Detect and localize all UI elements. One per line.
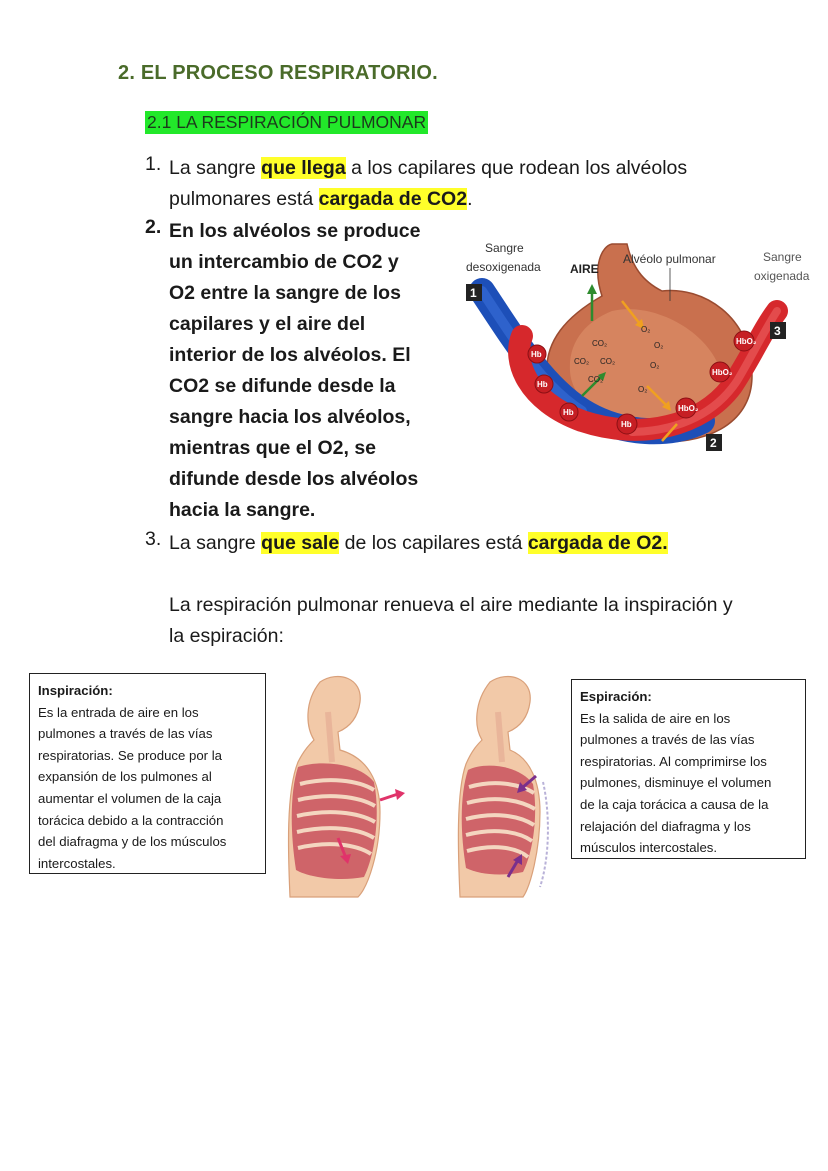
svg-text:HbO₂: HbO₂ [712, 368, 733, 377]
label-sangre-oxigenada-2: oxigenada [754, 269, 810, 283]
svg-text:O₂: O₂ [650, 361, 660, 370]
svg-text:CO₂: CO₂ [600, 357, 616, 366]
label-sangre-desoxigenada-2: desoxigenada [466, 260, 541, 274]
svg-text:O₂: O₂ [654, 341, 664, 350]
section-heading: 2. EL PROCESO RESPIRATORIO. [118, 62, 438, 84]
list-number-2: 2. [145, 216, 162, 238]
svg-text:CO₂: CO₂ [592, 339, 608, 348]
svg-text:Hb: Hb [563, 408, 574, 417]
svg-text:Hb: Hb [537, 380, 548, 389]
list-item-3: La sangre que sale de los capilares está cargada de O2. [169, 532, 668, 554]
list-number-1: 1. [145, 153, 162, 175]
list-item-2: En los alvéolos se produce un intercambio de CO2 y O2 entre la sangre de los capilares y el aire del interior de los alvéolos. El CO2 se difunde desde la sangre hacia los alvéolos, mientras que el O2, se difunde desde los alvéolos hacia la sangre. [169, 220, 421, 521]
step-badge-2: 2 [710, 436, 717, 450]
step-badge-3: 3 [774, 324, 781, 338]
intro-paragraph: La respiración pulmonar renueva el aire mediante la inspiración y la espiración: [169, 594, 733, 647]
label-aire: AIRE [570, 262, 599, 276]
breathing-illustration [268, 672, 568, 900]
label-sangre-desoxigenada-1: Sangre [485, 241, 524, 255]
inspiration-title: Inspiración: [38, 683, 113, 698]
inspiration-box: Inspiración: Es la entrada de aire en los pulmones a través de las vías respiratorias. Se produce por la expansión de los pulmones al aumentar el volumen de la caja torácica debido a la contracción del diafragma y de los músculos intercostales. [29, 673, 266, 874]
label-alveolo-pulmonar: Alvéolo pulmonar [623, 252, 716, 266]
label-sangre-oxigenada-1: Sangre [763, 250, 802, 264]
inspiration-figure [288, 676, 405, 897]
svg-text:CO₂: CO₂ [588, 375, 604, 384]
expiration-title: Espiración: [580, 689, 652, 704]
svg-text:CO₂: CO₂ [618, 444, 634, 453]
svg-text:O₂: O₂ [652, 444, 662, 453]
subsection-heading: 2.1 LA RESPIRACIÓN PULMONAR [147, 112, 427, 132]
alveolus-diagram [452, 236, 812, 476]
svg-text:O₂: O₂ [641, 325, 651, 334]
step-badge-1: 1 [470, 286, 477, 300]
expiration-figure [458, 676, 548, 897]
expiration-box: Espiración: Es la salida de aire en los pulmones a través de las vías respiratorias. Al comprimirse los pulmones, disminuye el volumen de la caja torácica a causa de la relajación del diafragma y los músculos intercostales. [571, 679, 806, 859]
svg-text:Hb: Hb [531, 350, 542, 359]
svg-text:CO₂: CO₂ [574, 357, 590, 366]
list-item-1: La sangre que llega a los capilares que rodean los alvéolos pulmonares está cargada de CO2. [169, 157, 688, 210]
svg-text:Hb: Hb [621, 420, 632, 429]
list-number-3: 3. [145, 528, 162, 550]
svg-text:O₂: O₂ [638, 385, 648, 394]
svg-text:HbO₂: HbO₂ [736, 337, 757, 346]
svg-text:HbO₂: HbO₂ [678, 404, 699, 413]
